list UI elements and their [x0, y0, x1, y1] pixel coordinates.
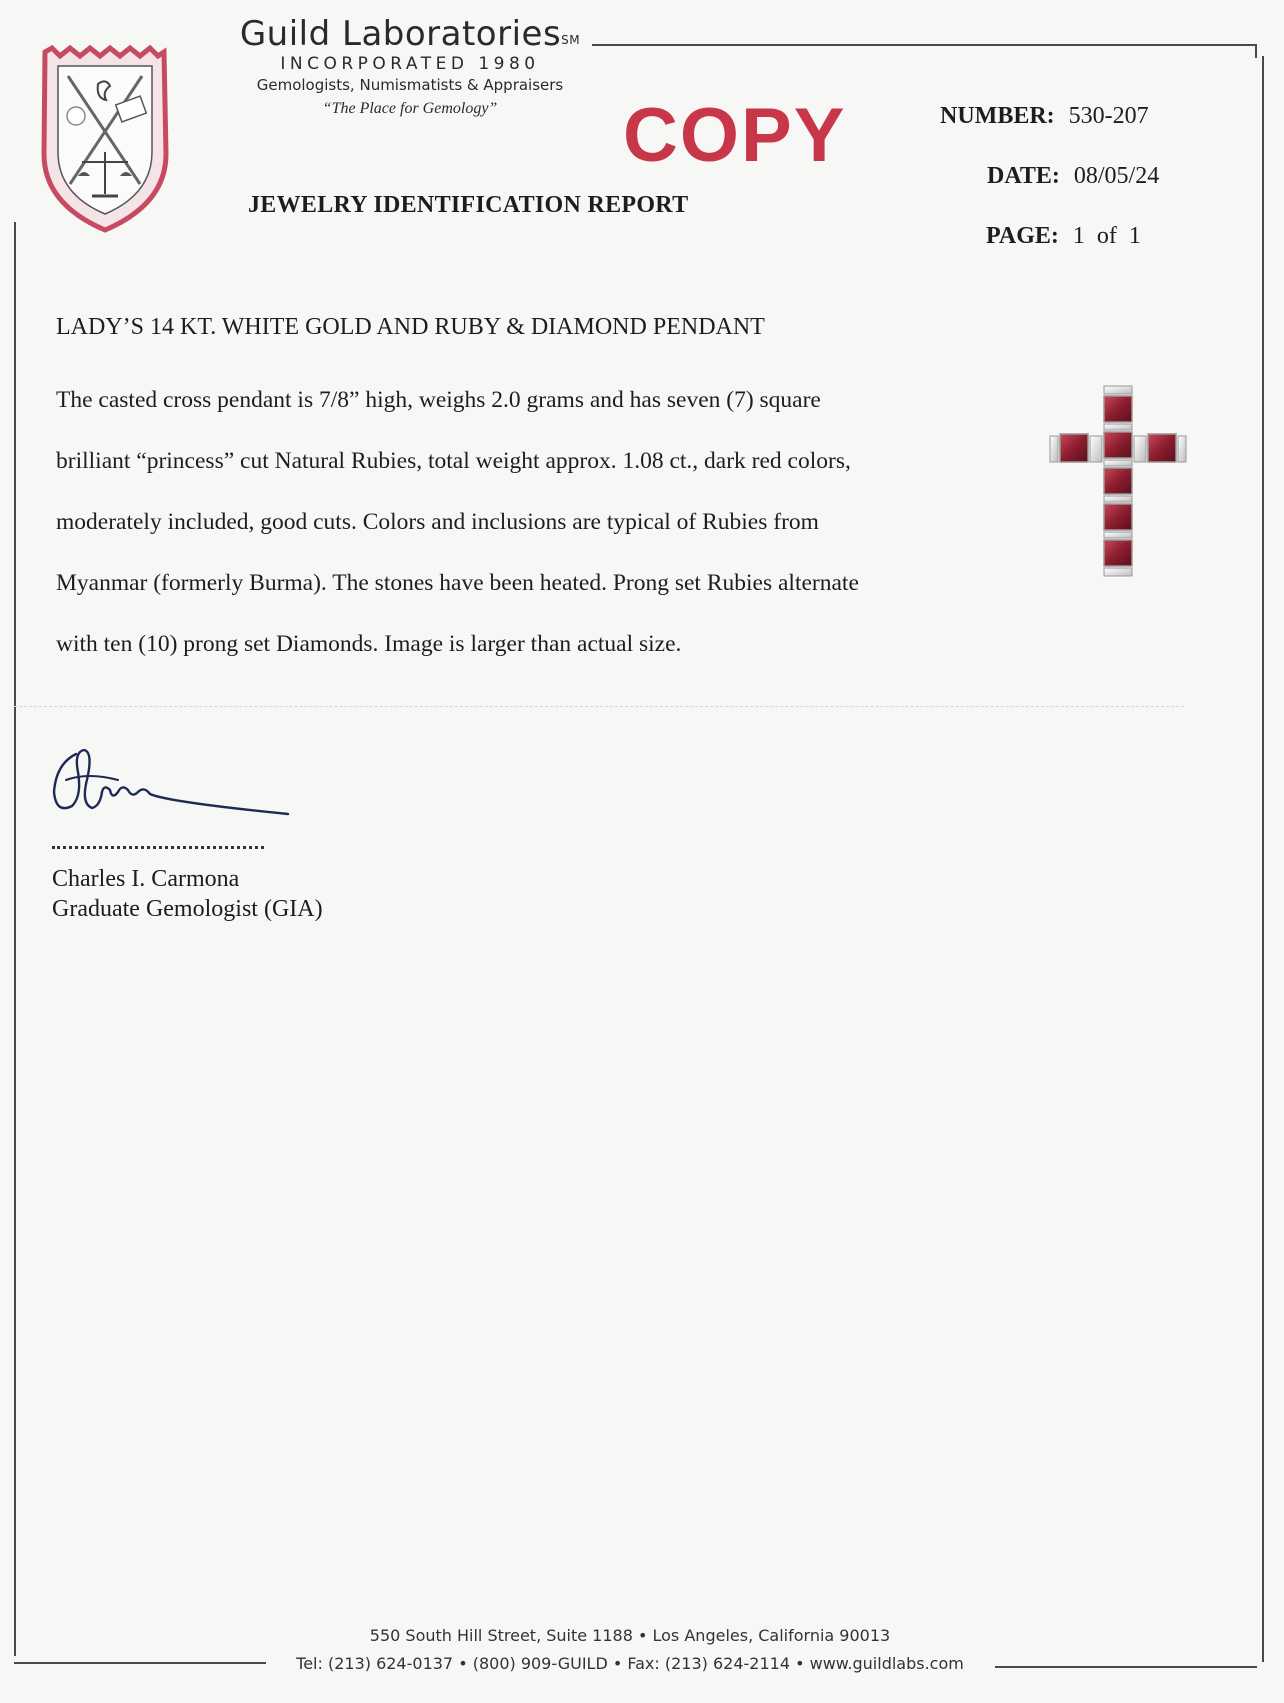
bottom-border-right	[995, 1666, 1257, 1668]
number-value: 530-207	[1068, 103, 1149, 129]
service-mark: SM	[561, 33, 581, 47]
right-border	[1262, 56, 1264, 1662]
footer-contact: Tel: (213) 624-0137 • (800) 909-GUILD • Fax: (213) 624-2114 • www.guildlabs.com	[296, 1654, 964, 1673]
footer	[270, 1622, 990, 1678]
copy-stamp: COPY	[623, 93, 847, 178]
date-value: 08/05/24	[1073, 163, 1160, 189]
section-divider	[14, 706, 1184, 707]
description-line: brilliant “princess” cut Natural Rubies, total weight approx. 1.08 ct., dark red colors,	[56, 448, 851, 474]
date-label: DATE:	[987, 163, 1060, 189]
report-date	[987, 162, 1159, 190]
signatory-title: Graduate Gemologist (GIA)	[52, 896, 323, 922]
description-line: moderately included, good cuts. Colors and inclusions are typical of Rubies from	[56, 509, 819, 535]
report-title: JEWELRY IDENTIFICATION REPORT	[248, 192, 689, 218]
left-border	[14, 222, 16, 1656]
brand-tagline: “The Place for Gemology”	[322, 100, 498, 117]
item-title: LADY’S 14 KT. WHITE GOLD AND RUBY & DIAMOND PENDANT	[56, 314, 765, 340]
description-line: Myanmar (formerly Burma). The stones have been heated. Prong set Rubies alternate	[56, 570, 859, 596]
shield-crest-icon	[40, 44, 170, 234]
brand-name: Guild Laboratories℠	[239, 14, 581, 54]
page-value: 1 of 1	[1072, 223, 1141, 249]
letterhead	[230, 14, 590, 122]
footer-address: 550 South Hill Street, Suite 1188 • Los Angeles, California 90013	[369, 1626, 891, 1645]
description-line: The casted cross pendant is 7/8” high, weighs 2.0 grams and has seven (7) square	[56, 387, 821, 413]
signature-image	[48, 744, 298, 834]
signatory-block	[52, 864, 323, 924]
description-line: with ten (10) prong set Diamonds. Image is larger than actual size.	[56, 631, 682, 657]
item-description	[56, 370, 996, 675]
bottom-border-left	[14, 1662, 266, 1664]
report-page-number	[986, 222, 1141, 250]
top-right-corner	[1255, 44, 1257, 58]
cross-pendant-image	[1046, 384, 1190, 604]
report-number	[940, 102, 1149, 130]
signatory-name: Charles I. Carmona	[52, 866, 240, 892]
brand-incorporated: INCORPORATED 1980	[280, 54, 540, 74]
signature-line	[52, 846, 264, 849]
page-label: PAGE:	[986, 223, 1059, 249]
top-border	[592, 44, 1257, 46]
number-label: NUMBER:	[940, 103, 1055, 129]
brand-subtitle: Gemologists, Numismatists & Appraisers	[256, 76, 564, 94]
